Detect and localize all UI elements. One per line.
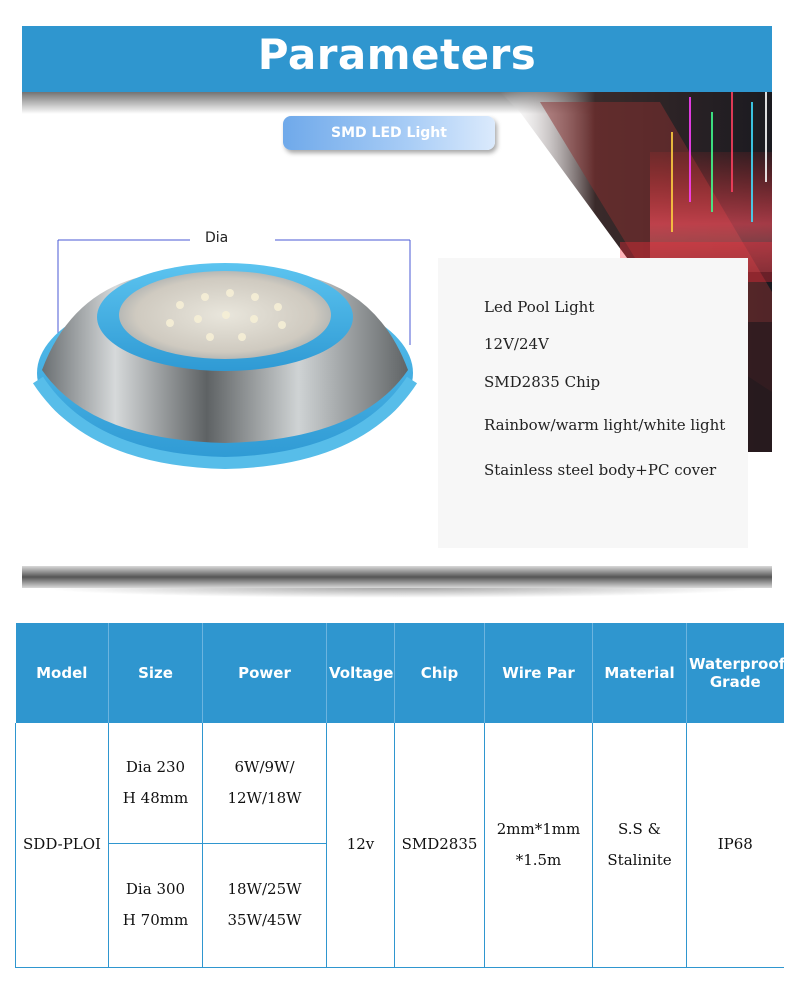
spec-line-colors: Rainbow/warm light/white light xyxy=(484,416,726,434)
header-size: Size xyxy=(109,623,203,723)
cell-size: Dia 300 H 70mm xyxy=(109,843,203,967)
cell-power: 6W/9W/ 12W/18W xyxy=(203,723,327,843)
table-row xyxy=(16,723,784,843)
header-model: Model xyxy=(16,623,109,723)
pool-light-image xyxy=(30,255,420,475)
spec-line-chip: SMD2835 Chip xyxy=(484,373,601,391)
smd-led-badge: SMD LED Light xyxy=(283,116,495,150)
cell-waterproof: IP68 xyxy=(687,723,784,967)
spec-line-material: Stainless steel body+PC cover xyxy=(484,461,717,479)
cell-model: SDD-PLOI xyxy=(16,723,109,967)
header-material: Material xyxy=(593,623,687,723)
header-chip: Chip xyxy=(395,623,485,723)
cell-size: Dia 230 H 48mm xyxy=(109,723,203,843)
header-voltage: Voltage xyxy=(327,623,395,723)
cell-wire-par: 2mm*1mm *1.5m xyxy=(485,723,593,967)
cell-voltage: 12v xyxy=(327,723,395,967)
header-waterproof: Waterproof Grade xyxy=(687,623,784,723)
cell-chip: SMD2835 xyxy=(395,723,485,967)
spec-line-voltage: 12V/24V xyxy=(484,335,549,353)
divider-bar xyxy=(22,566,772,588)
header-wire-par: Wire Par xyxy=(485,623,593,723)
dia-label: Dia xyxy=(205,230,229,246)
divider-shadow xyxy=(40,588,760,598)
table-header-row xyxy=(16,623,784,723)
header-power: Power xyxy=(203,623,327,723)
parameters-table xyxy=(15,623,786,969)
spec-line-product: Led Pool Light xyxy=(484,298,595,316)
cell-material: S.S & Stalinite xyxy=(593,723,687,967)
cell-power: 18W/25W 35W/45W xyxy=(203,843,327,967)
page-title: Parameters xyxy=(257,30,537,79)
